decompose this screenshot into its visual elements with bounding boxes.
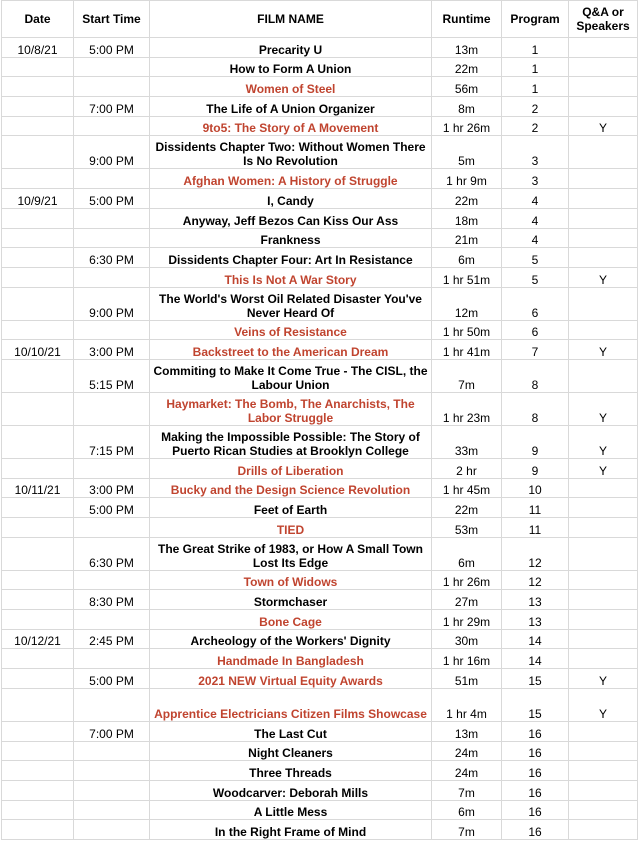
cell-film-name: The World's Worst Oil Related Disaster You've Never Heard Of xyxy=(150,287,432,320)
table-row xyxy=(2,340,638,360)
cell-qa: Y xyxy=(569,425,638,458)
cell-film-name: Three Threads xyxy=(150,761,432,781)
cell-runtime: 33m xyxy=(432,425,502,458)
cell-program: 3 xyxy=(502,169,569,189)
cell-qa: Y xyxy=(569,392,638,425)
cell-runtime: 53m xyxy=(432,518,502,538)
schedule-table xyxy=(1,0,638,840)
cell-date xyxy=(2,458,74,478)
table-row xyxy=(2,800,638,820)
cell-start-time xyxy=(74,77,150,97)
cell-qa xyxy=(569,320,638,340)
cell-date xyxy=(2,610,74,630)
cell-date xyxy=(2,498,74,518)
cell-qa xyxy=(569,780,638,800)
cell-runtime: 13m xyxy=(432,721,502,741)
cell-film-name: In the Right Frame of Mind xyxy=(150,820,432,840)
cell-start-time: 9:00 PM xyxy=(74,136,150,169)
cell-program: 8 xyxy=(502,392,569,425)
header-row xyxy=(2,1,638,38)
cell-date xyxy=(2,537,74,570)
cell-start-time: 7:00 PM xyxy=(74,97,150,117)
cell-start-time xyxy=(74,267,150,287)
cell-qa xyxy=(569,228,638,248)
cell-runtime: 1 hr 26m xyxy=(432,570,502,590)
cell-date xyxy=(2,780,74,800)
cell-qa xyxy=(569,570,638,590)
cell-date xyxy=(2,688,74,721)
cell-date xyxy=(2,169,74,189)
cell-qa xyxy=(569,208,638,228)
cell-start-time: 7:00 PM xyxy=(74,721,150,741)
cell-film-name: 9to5: The Story of A Movement xyxy=(150,116,432,136)
cell-date: 10/9/21 xyxy=(2,189,74,209)
cell-film-name: TIED xyxy=(150,518,432,538)
cell-program: 16 xyxy=(502,741,569,761)
table-row xyxy=(2,590,638,610)
cell-qa xyxy=(569,590,638,610)
cell-runtime: 56m xyxy=(432,77,502,97)
cell-film-name: Town of Widows xyxy=(150,570,432,590)
table-row xyxy=(2,780,638,800)
cell-film-name: Afghan Women: A History of Struggle xyxy=(150,169,432,189)
cell-date xyxy=(2,425,74,458)
cell-runtime: 1 hr 50m xyxy=(432,320,502,340)
cell-program: 9 xyxy=(502,458,569,478)
table-row xyxy=(2,228,638,248)
cell-program: 10 xyxy=(502,478,569,498)
table-row xyxy=(2,38,638,58)
cell-program: 4 xyxy=(502,189,569,209)
cell-program: 16 xyxy=(502,820,569,840)
cell-film-name: Handmade In Bangladesh xyxy=(150,649,432,669)
table-row xyxy=(2,320,638,340)
cell-date: 10/12/21 xyxy=(2,629,74,649)
cell-start-time xyxy=(74,518,150,538)
cell-program: 7 xyxy=(502,340,569,360)
cell-start-time xyxy=(74,820,150,840)
cell-start-time xyxy=(74,169,150,189)
cell-film-name: Night Cleaners xyxy=(150,741,432,761)
table-row xyxy=(2,570,638,590)
cell-start-time: 8:30 PM xyxy=(74,590,150,610)
cell-runtime: 1 hr 41m xyxy=(432,340,502,360)
cell-runtime: 6m xyxy=(432,800,502,820)
cell-runtime: 22m xyxy=(432,57,502,77)
cell-runtime: 13m xyxy=(432,38,502,58)
cell-start-time xyxy=(74,208,150,228)
cell-runtime: 7m xyxy=(432,359,502,392)
cell-start-time: 9:00 PM xyxy=(74,287,150,320)
table-row xyxy=(2,425,638,458)
cell-runtime: 1 hr 45m xyxy=(432,478,502,498)
cell-start-time xyxy=(74,320,150,340)
cell-program: 4 xyxy=(502,208,569,228)
header-qa-speakers: Q&A or Speakers xyxy=(569,1,638,38)
table-row xyxy=(2,248,638,268)
cell-program: 1 xyxy=(502,77,569,97)
cell-film-name: The Great Strike of 1983, or How A Small Town Lost Its Edge xyxy=(150,537,432,570)
cell-program: 11 xyxy=(502,498,569,518)
cell-runtime: 30m xyxy=(432,629,502,649)
cell-runtime: 7m xyxy=(432,780,502,800)
cell-start-time xyxy=(74,688,150,721)
cell-start-time xyxy=(74,780,150,800)
cell-qa xyxy=(569,800,638,820)
cell-qa xyxy=(569,287,638,320)
cell-film-name: Dissidents Chapter Two: Without Women There Is No Revolution xyxy=(150,136,432,169)
cell-program: 15 xyxy=(502,669,569,689)
cell-runtime: 18m xyxy=(432,208,502,228)
cell-qa xyxy=(569,537,638,570)
cell-program: 15 xyxy=(502,688,569,721)
cell-date xyxy=(2,116,74,136)
cell-date xyxy=(2,359,74,392)
cell-program: 16 xyxy=(502,800,569,820)
header-start-time: Start Time xyxy=(74,1,150,38)
cell-qa: Y xyxy=(569,340,638,360)
cell-qa xyxy=(569,761,638,781)
cell-film-name: Bone Cage xyxy=(150,610,432,630)
cell-program: 8 xyxy=(502,359,569,392)
table-row xyxy=(2,498,638,518)
cell-qa xyxy=(569,38,638,58)
cell-runtime: 24m xyxy=(432,741,502,761)
cell-date xyxy=(2,518,74,538)
cell-date xyxy=(2,761,74,781)
cell-film-name: Veins of Resistance xyxy=(150,320,432,340)
cell-program: 13 xyxy=(502,610,569,630)
cell-runtime: 12m xyxy=(432,287,502,320)
table-row xyxy=(2,688,638,721)
cell-qa xyxy=(569,97,638,117)
cell-film-name: Making the Impossible Possible: The Story of Puerto Rican Studies at Brooklyn College xyxy=(150,425,432,458)
cell-runtime: 1 hr 9m xyxy=(432,169,502,189)
table-row xyxy=(2,97,638,117)
table-row xyxy=(2,169,638,189)
cell-start-time xyxy=(74,228,150,248)
cell-film-name: The Last Cut xyxy=(150,721,432,741)
cell-start-time: 5:15 PM xyxy=(74,359,150,392)
cell-film-name: The Life of A Union Organizer xyxy=(150,97,432,117)
cell-date xyxy=(2,741,74,761)
cell-date xyxy=(2,248,74,268)
cell-qa: Y xyxy=(569,267,638,287)
cell-program: 12 xyxy=(502,537,569,570)
cell-start-time: 6:30 PM xyxy=(74,248,150,268)
cell-film-name: Backstreet to the American Dream xyxy=(150,340,432,360)
cell-film-name: This Is Not A War Story xyxy=(150,267,432,287)
cell-date xyxy=(2,669,74,689)
cell-runtime: 8m xyxy=(432,97,502,117)
table-row xyxy=(2,392,638,425)
cell-film-name: Commiting to Make It Come True - The CISL, the Labour Union xyxy=(150,359,432,392)
cell-film-name: Apprentice Electricians Citizen Films Showcase xyxy=(150,688,432,721)
cell-qa xyxy=(569,498,638,518)
cell-date xyxy=(2,649,74,669)
cell-runtime: 6m xyxy=(432,537,502,570)
cell-start-time xyxy=(74,649,150,669)
cell-runtime: 1 hr 4m xyxy=(432,688,502,721)
cell-program: 2 xyxy=(502,97,569,117)
cell-start-time xyxy=(74,761,150,781)
table-row xyxy=(2,669,638,689)
cell-qa xyxy=(569,518,638,538)
cell-date xyxy=(2,590,74,610)
table-row xyxy=(2,478,638,498)
cell-program: 11 xyxy=(502,518,569,538)
header-runtime: Runtime xyxy=(432,1,502,38)
cell-film-name: Haymarket: The Bomb, The Anarchists, The Labor Struggle xyxy=(150,392,432,425)
cell-runtime: 5m xyxy=(432,136,502,169)
table-row xyxy=(2,208,638,228)
cell-start-time: 7:15 PM xyxy=(74,425,150,458)
cell-runtime: 24m xyxy=(432,761,502,781)
cell-program: 1 xyxy=(502,57,569,77)
cell-start-time: 5:00 PM xyxy=(74,189,150,209)
cell-runtime: 22m xyxy=(432,189,502,209)
cell-film-name: A Little Mess xyxy=(150,800,432,820)
cell-film-name: Drills of Liberation xyxy=(150,458,432,478)
table-row xyxy=(2,518,638,538)
table-row xyxy=(2,458,638,478)
cell-start-time: 3:00 PM xyxy=(74,340,150,360)
cell-date: 10/11/21 xyxy=(2,478,74,498)
cell-program: 5 xyxy=(502,248,569,268)
header-film-name: FILM NAME xyxy=(150,1,432,38)
cell-qa xyxy=(569,820,638,840)
cell-date xyxy=(2,97,74,117)
table-row xyxy=(2,761,638,781)
cell-program: 1 xyxy=(502,38,569,58)
cell-runtime: 1 hr 23m xyxy=(432,392,502,425)
cell-qa xyxy=(569,649,638,669)
cell-film-name: 2021 NEW Virtual Equity Awards xyxy=(150,669,432,689)
cell-qa xyxy=(569,629,638,649)
cell-qa xyxy=(569,248,638,268)
table-row xyxy=(2,629,638,649)
cell-runtime: 1 hr 29m xyxy=(432,610,502,630)
cell-program: 14 xyxy=(502,649,569,669)
cell-qa xyxy=(569,721,638,741)
cell-program: 4 xyxy=(502,228,569,248)
cell-qa xyxy=(569,189,638,209)
cell-program: 16 xyxy=(502,780,569,800)
cell-date xyxy=(2,228,74,248)
table-row xyxy=(2,267,638,287)
cell-program: 14 xyxy=(502,629,569,649)
cell-start-time: 5:00 PM xyxy=(74,498,150,518)
table-row xyxy=(2,136,638,169)
cell-qa xyxy=(569,169,638,189)
cell-start-time: 6:30 PM xyxy=(74,537,150,570)
cell-film-name: Anyway, Jeff Bezos Can Kiss Our Ass xyxy=(150,208,432,228)
cell-qa xyxy=(569,478,638,498)
cell-qa xyxy=(569,136,638,169)
cell-film-name: How to Form A Union xyxy=(150,57,432,77)
cell-date xyxy=(2,820,74,840)
cell-qa: Y xyxy=(569,669,638,689)
cell-qa: Y xyxy=(569,116,638,136)
cell-date xyxy=(2,721,74,741)
cell-start-time xyxy=(74,800,150,820)
table-row xyxy=(2,287,638,320)
cell-program: 12 xyxy=(502,570,569,590)
cell-start-time: 3:00 PM xyxy=(74,478,150,498)
cell-film-name: Stormchaser xyxy=(150,590,432,610)
cell-film-name: Dissidents Chapter Four: Art In Resistance xyxy=(150,248,432,268)
cell-date xyxy=(2,77,74,97)
cell-program: 3 xyxy=(502,136,569,169)
cell-runtime: 1 hr 16m xyxy=(432,649,502,669)
cell-qa xyxy=(569,77,638,97)
header-date: Date xyxy=(2,1,74,38)
cell-film-name: Precarity U xyxy=(150,38,432,58)
table-row xyxy=(2,77,638,97)
cell-start-time xyxy=(74,741,150,761)
cell-start-time xyxy=(74,57,150,77)
cell-start-time xyxy=(74,116,150,136)
cell-runtime: 27m xyxy=(432,590,502,610)
cell-film-name: Bucky and the Design Science Revolution xyxy=(150,478,432,498)
table-row xyxy=(2,820,638,840)
schedule-body xyxy=(2,38,638,840)
cell-qa xyxy=(569,359,638,392)
cell-runtime: 2 hr xyxy=(432,458,502,478)
cell-film-name: Frankness xyxy=(150,228,432,248)
table-row xyxy=(2,649,638,669)
cell-program: 13 xyxy=(502,590,569,610)
cell-start-time xyxy=(74,458,150,478)
cell-start-time xyxy=(74,392,150,425)
cell-start-time xyxy=(74,610,150,630)
table-row xyxy=(2,610,638,630)
header-program: Program xyxy=(502,1,569,38)
cell-date xyxy=(2,570,74,590)
table-row xyxy=(2,116,638,136)
table-row xyxy=(2,741,638,761)
cell-date xyxy=(2,800,74,820)
cell-film-name: Woodcarver: Deborah Mills xyxy=(150,780,432,800)
cell-date xyxy=(2,392,74,425)
table-row xyxy=(2,359,638,392)
cell-runtime: 6m xyxy=(432,248,502,268)
cell-program: 16 xyxy=(502,761,569,781)
cell-runtime: 1 hr 51m xyxy=(432,267,502,287)
cell-runtime: 21m xyxy=(432,228,502,248)
cell-date: 10/10/21 xyxy=(2,340,74,360)
cell-qa xyxy=(569,610,638,630)
cell-start-time: 2:45 PM xyxy=(74,629,150,649)
cell-program: 16 xyxy=(502,721,569,741)
cell-runtime: 22m xyxy=(432,498,502,518)
table-row xyxy=(2,537,638,570)
cell-qa: Y xyxy=(569,688,638,721)
cell-qa: Y xyxy=(569,458,638,478)
cell-start-time: 5:00 PM xyxy=(74,38,150,58)
cell-program: 9 xyxy=(502,425,569,458)
cell-runtime: 7m xyxy=(432,820,502,840)
cell-program: 2 xyxy=(502,116,569,136)
cell-runtime: 1 hr 26m xyxy=(432,116,502,136)
cell-film-name: Archeology of the Workers' Dignity xyxy=(150,629,432,649)
cell-date xyxy=(2,208,74,228)
cell-date: 10/8/21 xyxy=(2,38,74,58)
cell-film-name: Women of Steel xyxy=(150,77,432,97)
table-row xyxy=(2,57,638,77)
table-row xyxy=(2,721,638,741)
cell-date xyxy=(2,57,74,77)
cell-program: 6 xyxy=(502,287,569,320)
cell-start-time: 5:00 PM xyxy=(74,669,150,689)
cell-film-name: Feet of Earth xyxy=(150,498,432,518)
cell-start-time xyxy=(74,570,150,590)
cell-qa xyxy=(569,741,638,761)
cell-program: 6 xyxy=(502,320,569,340)
cell-date xyxy=(2,320,74,340)
cell-film-name: I, Candy xyxy=(150,189,432,209)
table-row xyxy=(2,189,638,209)
cell-date xyxy=(2,287,74,320)
cell-date xyxy=(2,267,74,287)
cell-qa xyxy=(569,57,638,77)
cell-date xyxy=(2,136,74,169)
cell-program: 5 xyxy=(502,267,569,287)
cell-runtime: 51m xyxy=(432,669,502,689)
